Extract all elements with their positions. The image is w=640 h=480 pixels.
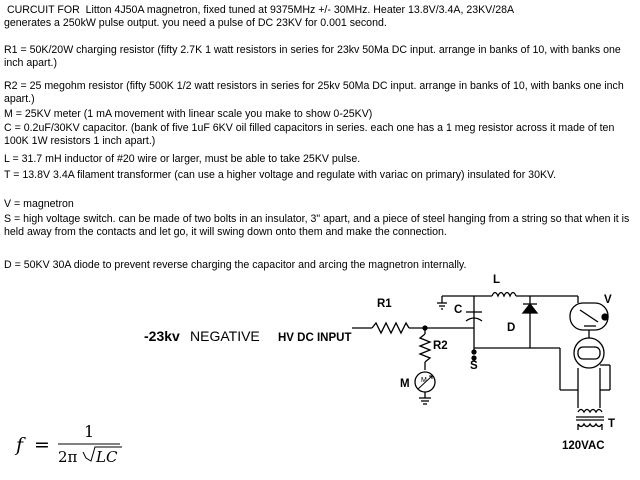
diode-symbol bbox=[523, 304, 537, 313]
r2-resistor-symbol bbox=[420, 334, 430, 362]
v-label: V bbox=[604, 294, 612, 306]
d-label: D bbox=[507, 322, 516, 334]
m-label: M bbox=[400, 378, 410, 390]
switch-contact-top bbox=[472, 350, 476, 354]
t-label: T bbox=[608, 418, 616, 430]
magnetron-output bbox=[602, 314, 608, 320]
part-r2: R2 = 25 megohm resistor (fifty 500K 1/2 watt resistors in series for 25kv 50Ma DC input. arrange in banks of 10, with banks one inch apart.) bbox=[4, 80, 627, 106]
formula-radicand: LC bbox=[96, 448, 118, 466]
transformer-primary bbox=[578, 424, 602, 427]
part-l: L = 31.7 mH inductor of #20 wire or larger, must be able to take 25KV pulse. bbox=[4, 153, 361, 165]
input-polarity-label: NEGATIVE bbox=[190, 328, 260, 344]
part-c: C = 0.2uF/30KV capacitor. (bank of five 1uF 6KV oil filled capacitors in series. each one has a 1 meg resistor across it made of ten 100K 1W resistors 1 inch apart.) bbox=[4, 122, 618, 148]
header-line-1: CURCUIT FOR Litton 4J50A magnetron, fixed tuned at 9375MHz +/- 30MHz. Heater 13.8V/3.4A, 23KV/28A bbox=[4, 4, 515, 16]
mains-label: 120VAC bbox=[562, 440, 605, 452]
inductor-symbol bbox=[492, 293, 516, 297]
r1-resistor-symbol bbox=[372, 323, 409, 333]
c-label: C bbox=[454, 304, 463, 316]
formula-numerator: 1 bbox=[84, 422, 95, 441]
part-t: T = 13.8V 3.4A filament transformer (can use a higher voltage and regulate with variac on primary) insulated for 30KV. bbox=[4, 169, 557, 181]
part-s: S = high voltage switch. can be made of two bolts in an insulator, 3" apart, and a piece of steel hanging from a string so that when it is held away from the contacts and let go, it will swing down onto them and make the connection. bbox=[4, 213, 633, 239]
meter-symbol-letter: M bbox=[421, 377, 427, 384]
r2-label: R2 bbox=[433, 340, 448, 352]
s-label: S bbox=[470, 360, 478, 372]
part-d: D = 50KV 30A diode to prevent reverse charging the capacitor and arcing the magnetron internally. bbox=[4, 259, 467, 271]
part-v: V = magnetron bbox=[4, 198, 74, 210]
part-m: M = 25KV meter (1 mA movement with linear scale you make to show 0-25KV) bbox=[4, 108, 373, 120]
input-voltage-label: -23kv bbox=[144, 328, 180, 344]
r1-label: R1 bbox=[377, 298, 392, 310]
formula-denominator-prefix: 2π bbox=[58, 448, 78, 466]
l-label: L bbox=[493, 274, 501, 286]
formula-lhs: f bbox=[16, 434, 24, 456]
formula-equals: = bbox=[34, 434, 50, 456]
transformer-secondary bbox=[578, 410, 602, 413]
input-type-label: HV DC INPUT bbox=[278, 332, 352, 344]
part-r1: R1 = 50K/20W charging resistor (fifty 2.7K 1 watt resistors in series for 23kv 50Ma DC input. arrange in banks of 10, with banks one inch apart.) bbox=[4, 44, 624, 70]
header-line-2: generates a 250kW pulse output. you need a pulse of DC 23KV for 0.001 second. bbox=[4, 17, 387, 29]
